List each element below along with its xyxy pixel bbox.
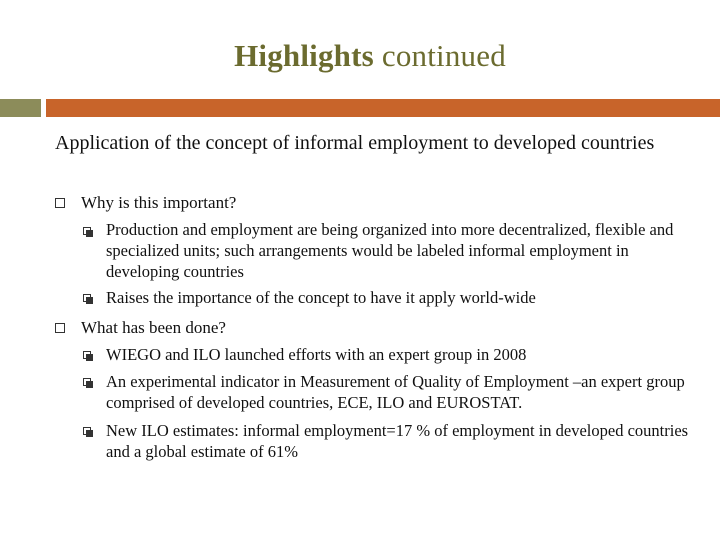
list-item: New ILO estimates: informal employment=17 % of employment in developed countries and a global estimate of 61% xyxy=(106,421,689,461)
slide-title-rest: continued xyxy=(373,38,506,73)
title-rule-right xyxy=(46,99,720,117)
slide-title-bold: Highlights xyxy=(234,38,374,73)
section-label: Why is this important? xyxy=(81,193,237,212)
square-shadow-bullet-icon xyxy=(83,378,91,386)
list-item: Raises the importance of the concept to have it apply world-wide xyxy=(106,288,536,307)
list-item: Production and employment are being organized into more decentralized, flexible and specialized units; such arrangements would be labeled informal employment in developing countries xyxy=(106,220,674,281)
square-shadow-bullet-icon xyxy=(83,351,91,359)
square-shadow-bullet-icon xyxy=(83,294,91,302)
square-shadow-bullet-icon xyxy=(83,427,91,435)
list-item: An experimental indicator in Measurement of Quality of Employment –an expert group comprised of developed countries, ECE, ILO and EUROSTAT. xyxy=(106,372,685,412)
square-shadow-bullet-icon xyxy=(83,227,91,235)
square-bullet-icon xyxy=(55,323,65,333)
slide-title xyxy=(0,38,720,74)
content-heading: Application of the concept of informal employment to developed countries xyxy=(55,132,655,154)
list-item: WIEGO and ILO launched efforts with an expert group in 2008 xyxy=(106,345,527,364)
square-bullet-icon xyxy=(55,198,65,208)
section-label: What has been done? xyxy=(81,318,226,337)
title-rule-left xyxy=(0,99,41,117)
